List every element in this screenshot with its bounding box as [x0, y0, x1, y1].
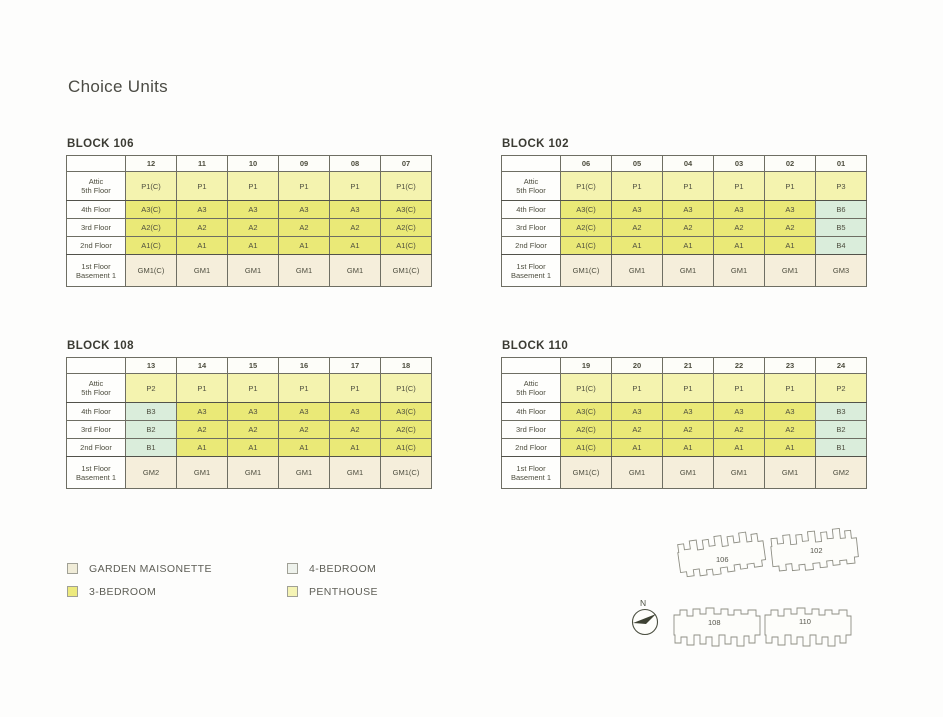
site-plan — [612, 503, 882, 665]
unit-cell: P1 — [330, 374, 381, 403]
corner-cell — [67, 156, 126, 172]
building-outline-108 — [674, 608, 760, 646]
unit-cell: P1 — [663, 374, 714, 403]
floor-label-3rd: 3rd Floor — [67, 421, 126, 439]
unit-cell: A2 — [228, 421, 279, 439]
stack-number: 09 — [279, 156, 330, 172]
block-title: BLOCK 102 — [502, 138, 569, 150]
unit-cell: A1(C) — [381, 237, 432, 255]
unit-cell: A3 — [765, 201, 816, 219]
unit-cell: A2(C) — [561, 421, 612, 439]
stack-number: 20 — [612, 358, 663, 374]
unit-cell: P1(C) — [561, 172, 612, 201]
floor-label-2nd: 2nd Floor — [67, 237, 126, 255]
stack-number: 24 — [816, 358, 867, 374]
unit-cell: P2 — [126, 374, 177, 403]
unit-cell: A3(C) — [561, 403, 612, 421]
stack-number: 08 — [330, 156, 381, 172]
block-110-table — [501, 357, 867, 489]
unit-cell: P1 — [714, 374, 765, 403]
stack-number: 04 — [663, 156, 714, 172]
unit-cell: P1(C) — [561, 374, 612, 403]
floor-label-3rd: 3rd Floor — [67, 219, 126, 237]
unit-cell: A1 — [330, 237, 381, 255]
stack-number: 18 — [381, 358, 432, 374]
unit-cell: A1 — [228, 439, 279, 457]
unit-cell: B2 — [126, 421, 177, 439]
unit-cell: P1 — [663, 172, 714, 201]
floor-label-2nd: 2nd Floor — [502, 439, 561, 457]
garden-maisonette-swatch — [67, 563, 78, 574]
floor-label-3rd: 3rd Floor — [502, 219, 561, 237]
floor-label-1st: 1st Floor Basement 1 — [67, 255, 126, 287]
unit-cell: P1 — [330, 172, 381, 201]
unit-cell: A2 — [279, 219, 330, 237]
floor-label-4th: 4th Floor — [67, 201, 126, 219]
site-label-102: 102 — [810, 546, 823, 555]
unit-cell: P1 — [279, 172, 330, 201]
unit-cell: B2 — [816, 421, 867, 439]
unit-cell: P1 — [228, 374, 279, 403]
unit-cell: A1 — [279, 237, 330, 255]
unit-cell: A3 — [612, 403, 663, 421]
unit-cell: A1 — [228, 237, 279, 255]
unit-cell: GM1(C) — [381, 255, 432, 287]
unit-cell: GM1 — [663, 255, 714, 287]
unit-cell: A3 — [279, 403, 330, 421]
unit-cell: A1 — [765, 439, 816, 457]
legend-item-penthouse — [287, 585, 378, 598]
unit-cell: GM1 — [612, 457, 663, 489]
floor-label-3rd: 3rd Floor — [502, 421, 561, 439]
unit-cell: A3 — [663, 403, 714, 421]
site-label-108: 108 — [708, 618, 721, 627]
block-title: BLOCK 110 — [502, 340, 569, 352]
unit-cell: GM1 — [714, 457, 765, 489]
block-108-table — [66, 357, 432, 489]
unit-cell: GM1 — [714, 255, 765, 287]
unit-cell: P2 — [816, 374, 867, 403]
unit-cell: P1 — [765, 374, 816, 403]
unit-cell: GM1 — [177, 457, 228, 489]
unit-cell: B4 — [816, 237, 867, 255]
unit-cell: A2 — [663, 219, 714, 237]
unit-cell: A1 — [663, 439, 714, 457]
unit-cell: A2 — [330, 219, 381, 237]
unit-cell: B3 — [816, 403, 867, 421]
floor-label-2nd: 2nd Floor — [502, 237, 561, 255]
unit-cell: A1(C) — [126, 237, 177, 255]
unit-cell: GM1(C) — [561, 457, 612, 489]
unit-cell: P1(C) — [126, 172, 177, 201]
stack-number: 02 — [765, 156, 816, 172]
unit-cell: A1 — [714, 237, 765, 255]
stack-number: 01 — [816, 156, 867, 172]
unit-cell: A2 — [177, 219, 228, 237]
unit-cell: GM3 — [816, 255, 867, 287]
stack-number: 15 — [228, 358, 279, 374]
corner-cell — [67, 358, 126, 374]
unit-cell: GM1 — [228, 255, 279, 287]
legend-label: GARDEN MAISONETTE — [89, 562, 212, 575]
legend-item-4-bedroom — [287, 562, 376, 575]
stack-number: 16 — [279, 358, 330, 374]
unit-cell: P1 — [765, 172, 816, 201]
unit-cell: GM1 — [765, 255, 816, 287]
unit-cell: P3 — [816, 172, 867, 201]
stack-number: 12 — [126, 156, 177, 172]
unit-cell: B1 — [816, 439, 867, 457]
unit-cell: GM2 — [816, 457, 867, 489]
unit-cell: A2 — [663, 421, 714, 439]
unit-cell: A3 — [330, 201, 381, 219]
stack-number: 03 — [714, 156, 765, 172]
unit-cell: A2(C) — [381, 219, 432, 237]
unit-cell: A2 — [228, 219, 279, 237]
floor-label-attic: Attic 5th Floor — [67, 374, 126, 403]
unit-cell: A3(C) — [381, 403, 432, 421]
unit-cell: P1(C) — [381, 374, 432, 403]
unit-cell: A3 — [228, 201, 279, 219]
unit-cell: P1 — [612, 374, 663, 403]
unit-cell: GM1(C) — [561, 255, 612, 287]
unit-cell: GM1 — [663, 457, 714, 489]
unit-cell: A3 — [279, 201, 330, 219]
corner-cell — [502, 156, 561, 172]
floor-label-1st: 1st Floor Basement 1 — [502, 457, 561, 489]
unit-cell: P1 — [228, 172, 279, 201]
unit-cell: A3 — [228, 403, 279, 421]
building-outline-110 — [765, 608, 851, 646]
unit-cell: A1 — [330, 439, 381, 457]
unit-cell: GM1 — [228, 457, 279, 489]
stack-number: 06 — [561, 156, 612, 172]
unit-cell: A3 — [663, 201, 714, 219]
unit-cell: A2 — [330, 421, 381, 439]
stack-number: 17 — [330, 358, 381, 374]
floor-label-4th: 4th Floor — [502, 403, 561, 421]
stack-number: 05 — [612, 156, 663, 172]
page-title: Choice Units — [68, 77, 168, 96]
stack-number: 22 — [714, 358, 765, 374]
unit-cell: GM2 — [126, 457, 177, 489]
block-106-section — [66, 138, 434, 287]
unit-cell: A1 — [714, 439, 765, 457]
unit-cell: A2 — [765, 219, 816, 237]
unit-cell: A1(C) — [381, 439, 432, 457]
unit-cell: P1 — [177, 374, 228, 403]
block-110-section — [501, 340, 869, 489]
block-102-table — [501, 155, 867, 287]
legend-label: 3-BEDROOM — [89, 585, 157, 598]
block-title: BLOCK 106 — [67, 138, 134, 150]
north-label: N — [640, 598, 647, 608]
unit-cell: A1 — [612, 439, 663, 457]
unit-cell: P1 — [279, 374, 330, 403]
unit-cell: A3 — [177, 201, 228, 219]
unit-cell: GM1 — [279, 255, 330, 287]
stack-number: 14 — [177, 358, 228, 374]
unit-cell: A1 — [177, 237, 228, 255]
block-title: BLOCK 108 — [67, 340, 134, 352]
floor-label-2nd: 2nd Floor — [67, 439, 126, 457]
unit-cell: P1(C) — [381, 172, 432, 201]
unit-cell: A2 — [279, 421, 330, 439]
stack-number: 19 — [561, 358, 612, 374]
legend-label: 4-BEDROOM — [309, 562, 377, 575]
floor-label-1st: 1st Floor Basement 1 — [502, 255, 561, 287]
site-label-106: 106 — [716, 555, 729, 564]
penthouse-swatch — [287, 586, 298, 597]
block-102-section — [501, 138, 869, 287]
unit-cell: A2(C) — [381, 421, 432, 439]
unit-cell: A2 — [765, 421, 816, 439]
unit-cell: A1 — [663, 237, 714, 255]
unit-cell: A2 — [612, 219, 663, 237]
unit-cell: A3(C) — [126, 201, 177, 219]
floor-label-attic: Attic 5th Floor — [502, 172, 561, 201]
unit-cell: GM1 — [765, 457, 816, 489]
unit-cell: A1(C) — [561, 439, 612, 457]
unit-cell: A1 — [177, 439, 228, 457]
site-label-110: 110 — [799, 617, 811, 626]
north-compass-icon — [633, 598, 658, 635]
unit-cell: B5 — [816, 219, 867, 237]
unit-cell: GM1 — [177, 255, 228, 287]
unit-cell: A2(C) — [126, 219, 177, 237]
unit-cell: GM1(C) — [381, 457, 432, 489]
unit-cell: A3 — [765, 403, 816, 421]
unit-cell: B1 — [126, 439, 177, 457]
unit-cell: A1 — [612, 237, 663, 255]
three-bedroom-swatch — [67, 586, 78, 597]
unit-cell: A1 — [279, 439, 330, 457]
stack-number: 21 — [663, 358, 714, 374]
unit-cell: A2(C) — [561, 219, 612, 237]
unit-cell: A2 — [612, 421, 663, 439]
unit-cell: A3 — [177, 403, 228, 421]
unit-cell: A3 — [714, 201, 765, 219]
legend-label: PENTHOUSE — [309, 585, 378, 598]
stack-number: 11 — [177, 156, 228, 172]
unit-cell: GM1 — [330, 255, 381, 287]
legend-item-3-bedroom — [67, 585, 156, 598]
stack-number: 13 — [126, 358, 177, 374]
stack-number: 07 — [381, 156, 432, 172]
block-106-table — [66, 155, 432, 287]
corner-cell — [502, 358, 561, 374]
stack-number: 10 — [228, 156, 279, 172]
floor-label-attic: Attic 5th Floor — [67, 172, 126, 201]
unit-cell: A2 — [714, 219, 765, 237]
floor-label-attic: Attic 5th Floor — [502, 374, 561, 403]
unit-cell: GM1 — [279, 457, 330, 489]
unit-cell: A1 — [765, 237, 816, 255]
unit-cell: B6 — [816, 201, 867, 219]
unit-cell: A3 — [330, 403, 381, 421]
unit-cell: A3(C) — [561, 201, 612, 219]
block-108-section — [66, 340, 434, 489]
unit-cell: A3(C) — [381, 201, 432, 219]
unit-cell: GM1(C) — [126, 255, 177, 287]
unit-cell: P1 — [714, 172, 765, 201]
legend-item-garden-maisonette — [67, 562, 212, 575]
four-bedroom-swatch — [287, 563, 298, 574]
floor-label-4th: 4th Floor — [67, 403, 126, 421]
unit-cell: A2 — [177, 421, 228, 439]
unit-cell: A2 — [714, 421, 765, 439]
floor-label-1st: 1st Floor Basement 1 — [67, 457, 126, 489]
unit-cell: A3 — [714, 403, 765, 421]
floor-label-4th: 4th Floor — [502, 201, 561, 219]
stack-number: 23 — [765, 358, 816, 374]
unit-cell: GM1 — [330, 457, 381, 489]
unit-cell: P1 — [612, 172, 663, 201]
unit-cell: A3 — [612, 201, 663, 219]
unit-cell: GM1 — [612, 255, 663, 287]
unit-cell: A1(C) — [561, 237, 612, 255]
unit-cell: P1 — [177, 172, 228, 201]
unit-cell: B3 — [126, 403, 177, 421]
